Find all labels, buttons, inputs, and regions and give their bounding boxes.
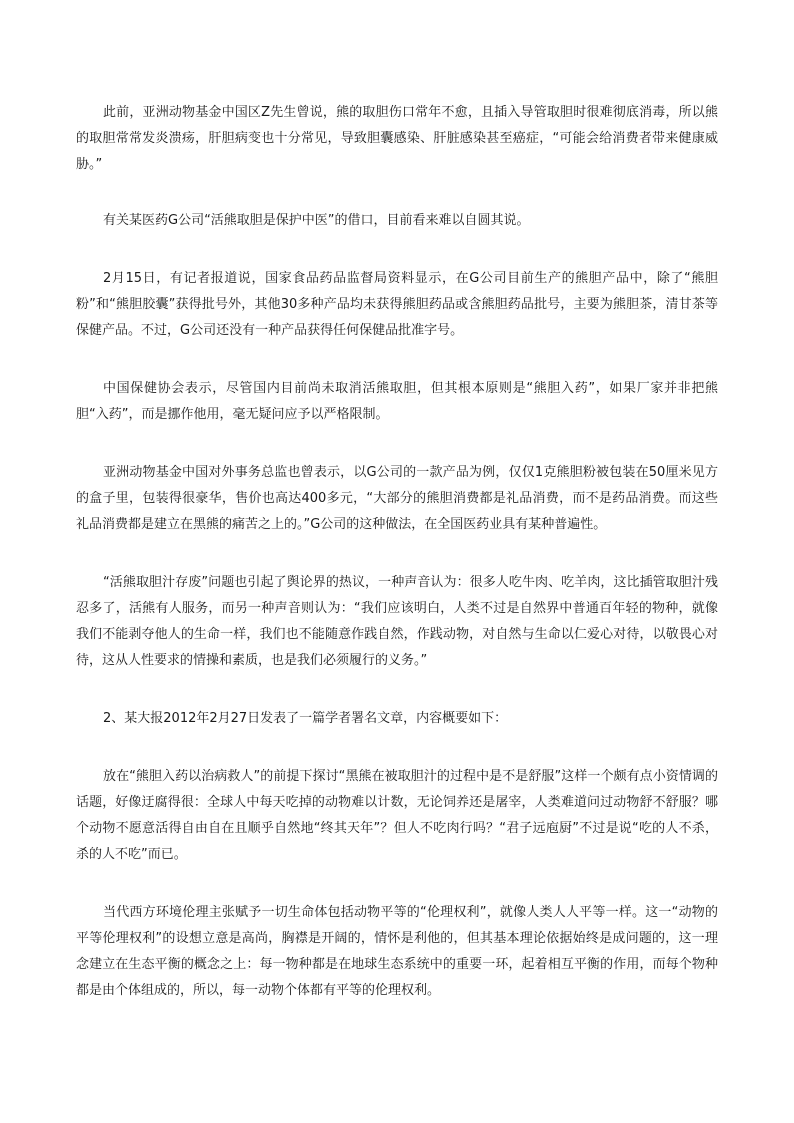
paragraph-comfort-question: 放在“熊胆入药以治病救人”的前提下探讨“黑熊在被取胆汁的过程中是不是舒服”这样一个颇有点小资情调的话题，好像迂腐得很：全球人中每天吃掉的动物难以计数，无论饲养还是屠宰，人类难道问过动物舒不舒服？哪个动物不愿意活得自由自在且顺乎自然地“终其天年”？但人不吃肉行吗？“君子远庖厨”不过是说“吃的人不杀，杀的人不吃”而已。	[76, 769, 718, 862]
paragraph-g-company-excuse: 有关某医药G公司“活熊取胆是保护中医”的借口，目前看来难以自圆其说。	[103, 213, 530, 228]
paragraph-health-association: 中国保健协会表示，尽管国内目前尚未取消活熊取胆，但其根本原则是“熊胆入药”，如果厂家并非把熊胆“入药”，而是挪作他用，毫无疑问应予以严格限制。	[76, 381, 718, 422]
paragraph-feb-15-report: 2月15日，有记者报道说，国家食品药品监督局资料显示，在G公司目前生产的熊胆产品中，除了“熊胆粉”和“熊胆胶囊”获得批号外，其他30多种产品均未获得熊胆药品或含熊胆药品批号，主要为熊胆茶，清甘茶等保健产品。不过，G公司还没有一种产品获得任何保健品批准字号。	[76, 271, 718, 338]
paragraph-newspaper-article: 2、某大报2012年2月27日发表了一篇学者署名文章，内容概要如下：	[103, 711, 508, 726]
paragraph-bear-bile-wound: 此前，亚洲动物基金中国区Z先生曾说，熊的取胆伤口常年不愈，且插入导管取胆时很难彻底消毒，所以熊的取胆常常发炎溃疡，肝胆病变也十分常见，导致胆囊感染、肝脏感染甚至癌症，“可能会给消费者带来健康威胁。”	[76, 105, 718, 172]
paragraph-public-debate: “活熊取胆汁存废”问题也引起了舆论界的热议，一种声音认为：很多人吃牛肉、吃羊肉，这比插管取胆汁残忍多了，活熊有人服务，而另一种声音则认为：“我们应该明白，人类不过是自然界中普通百年轻的物种，就像我们不能剥夺他人的生命一样，我们也不能随意作践自然，作践动物，对自然与生命以仁爱心对待，以敬畏心对待，这从人性要求的情操和素质，也是我们必须履行的义务。”	[76, 575, 718, 668]
paragraph-environmental-ethics: 当代西方环境伦理主张赋予一切生命体包括动物平等的“伦理权利”，就像人类人人平等一样。这一“动物的平等伦理权利”的设想立意是高尚，胸襟是开阔的，情怀是利他的，但其基本理论依据始终是成问题的，这一理念建立在生态平衡的概念之上：每一物种都是在地球生态系统中的重要一环，起着相互平衡的作用，而每个物种都是由个体组成的，所以，每一动物个体都有平等的伦理权利。	[76, 905, 718, 998]
paragraph-gift-consumption: 亚洲动物基金中国对外事务总监也曾表示，以G公司的一款产品为例，仅仅1克熊胆粉被包装在50厘米见方的盒子里，包装得很豪华，售价也高达400多元，“大部分的熊胆消费都是礼品消费，而不是药品消费。而这些礼品消费都是建立在黑熊的痛苦之上的。”G公司的这种做法，在全国医药业具有某种普遍性。	[76, 465, 718, 532]
document-body	[76, 100, 718, 1036]
